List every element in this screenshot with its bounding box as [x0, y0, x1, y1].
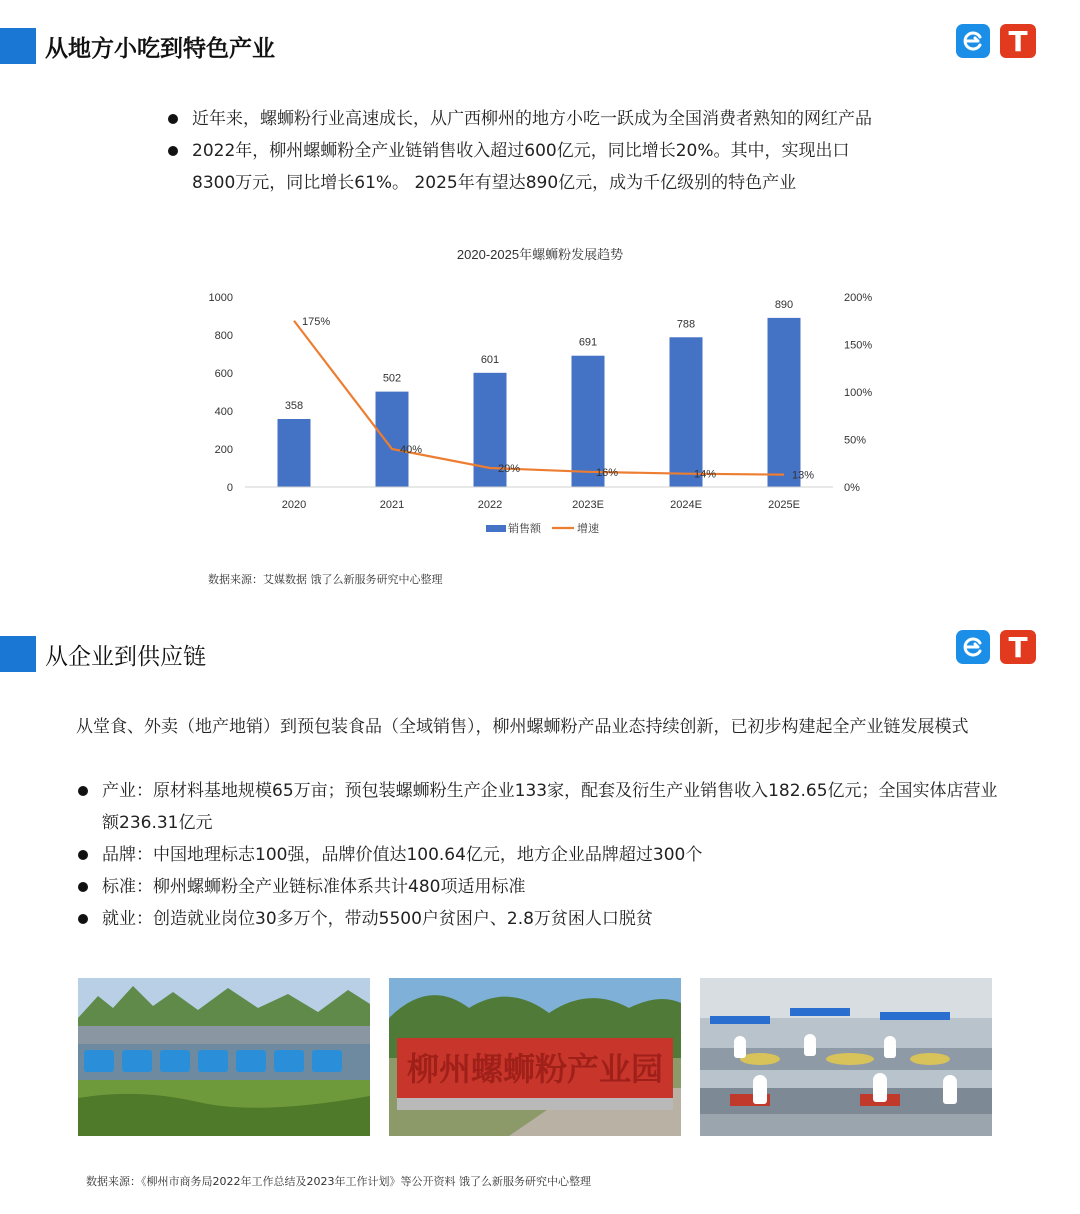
line-value-label: 13%	[792, 469, 815, 482]
growth-line	[294, 321, 784, 475]
bar-value-label: 691	[578, 336, 598, 349]
y-left-tick-label: 800	[214, 330, 233, 342]
eleme-e-icon	[961, 635, 985, 659]
section2-data-source: 数据来源：《柳州市商务局2022年工作总结及2023年工作计划》等公开资料 饿了么新服务研究中心整理	[86, 1175, 591, 1188]
y-left-tick-label: 1000	[208, 292, 233, 304]
bullet-item: 近年来，螺蛳粉行业高速成长，从广西柳州的地方小吃一跃成为全国消费者熟知的网红产品	[166, 103, 916, 135]
sales-trend-chart	[0, 0, 1080, 600]
section2-bullet-list	[76, 775, 1011, 935]
chart-title: 2020-2025年螺蛳粉发展趋势	[456, 247, 624, 262]
x-tick-label: 2020	[281, 499, 307, 511]
x-tick-label: 2022	[477, 499, 503, 511]
y-right-tick-label: 0%	[844, 482, 860, 494]
bar-value-label: 358	[284, 399, 304, 412]
line-value-label: 175%	[302, 315, 331, 328]
bullet-item-standard: 标准：柳州螺蛳粉全产业链标准体系共计480项适用标准	[76, 871, 1011, 903]
y-right-tick-label: 50%	[844, 434, 867, 447]
line-value-label: 14%	[694, 468, 717, 481]
y-left-tick-label: 0	[226, 482, 233, 494]
photo-production-line	[700, 978, 992, 1136]
y-left-tick-label: 200	[214, 444, 233, 456]
section2-title: 从企业到供应链	[45, 644, 206, 670]
x-tick-label: 2023E	[572, 499, 604, 511]
legend-label-growth: 增速	[577, 523, 599, 535]
bar-value-label: 601	[480, 353, 500, 366]
legend-swatch-sales	[486, 525, 506, 532]
x-tick-label: 2024E	[670, 499, 702, 511]
bar	[376, 392, 409, 487]
bullet-item-brand: 品牌：中国地理标志100强，品牌价值达100.64亿元，地方企业品牌超过300个	[76, 839, 1011, 871]
section1-data-source: 数据来源：艾媒数据 饿了么新服务研究中心整理	[208, 573, 443, 586]
bullet-item-industry: 产业：原材料基地规模65万亩；预包装螺蛳粉生产企业133家，配套及衍生产业销售收入182.65亿元；全国实体店营业额236.31亿元	[76, 775, 1011, 839]
bullet-item-employment: 就业：创造就业岗位30多万个，带动5500户贫困户、2.8万贫困人口脱贫	[76, 903, 1011, 935]
y-right-tick-label: 150%	[844, 339, 873, 352]
section1-title: 从地方小吃到特色产业	[45, 36, 275, 62]
line-value-label: 40%	[400, 444, 423, 456]
bar	[670, 337, 703, 487]
y-right-tick-label: 200%	[844, 292, 873, 304]
y-left-tick-label: 400	[214, 406, 233, 418]
t-logo-icon: T	[1000, 630, 1036, 664]
eleme-logo-icon	[956, 630, 990, 664]
legend-label-sales: 销售额	[508, 523, 541, 535]
bar	[278, 419, 311, 487]
t-logo-icon: T	[1000, 24, 1036, 58]
x-tick-label: 2021	[379, 499, 405, 511]
x-tick-label: 2025E	[768, 499, 800, 511]
bar	[768, 318, 801, 487]
section2-accent-bar	[0, 636, 36, 672]
line-value-label: 20%	[498, 463, 521, 475]
bar-value-label: 890	[774, 298, 794, 311]
photo-industrial-park-sign	[389, 978, 681, 1136]
bar-value-label: 788	[676, 318, 696, 331]
bullet-item: 2022年，柳州螺蛳粉全产业链销售收入超过600亿元，同比增长20%。其中，实现出口8300万元，同比增长61%。 2025年有望达890亿元，成为千亿级别的特色产业	[166, 135, 872, 199]
photo-farm-base	[78, 978, 370, 1136]
park-sign-text: 柳州螺蛳粉产业园	[406, 1050, 664, 1088]
section2-intro: 从堂食、外卖（地产地销）到预包装食品（全域销售），柳州螺蛳粉产品业态持续创新，已初步构建起全产业链发展模式	[76, 717, 969, 737]
bar-value-label: 502	[382, 372, 402, 385]
y-right-tick-label: 100%	[844, 387, 873, 399]
line-value-label: 16%	[596, 466, 619, 479]
y-left-tick-label: 600	[214, 368, 233, 380]
